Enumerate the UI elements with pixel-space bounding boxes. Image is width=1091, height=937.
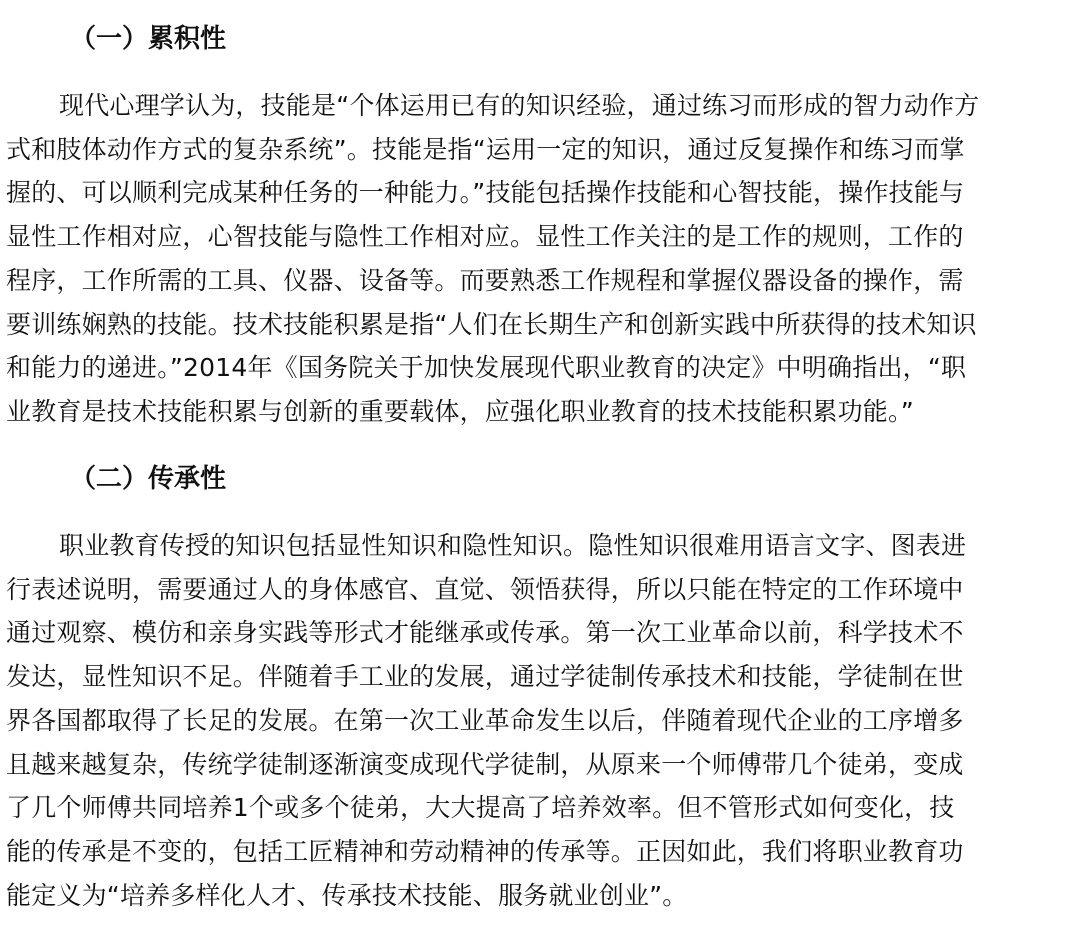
- section-heading-inheritance: （二）传承性: [70, 464, 227, 494]
- paragraph-line: 能定义为“培养多样化人才、传承技术技能、服务就业创业”。: [6, 880, 688, 910]
- paragraph-line: 职业教育传授的知识包括显性知识和隐性知识。隐性知识很难用语言文字、图表进: [59, 531, 967, 560]
- paragraph-line: 通过观察、模仿和亲身实践等形式才能继承或传承。第一次工业革命以前，科学技术不: [6, 618, 964, 648]
- paragraph-line: 界各国都取得了长足的发展。在第一次工业革命发生以后，伴随着现代企业的工序增多: [6, 705, 964, 735]
- paragraph-line: 了几个师傅共同培养1个或多个徒弟，大大提高了培养效率。但不管形式如何变化，技: [6, 793, 955, 823]
- paragraph-line: 现代心理学认为，技能是“个体运用已有的知识经验，通过练习而形成的智力动作方: [59, 91, 980, 120]
- paragraph-line: 且越来越复杂，传统学徒制逐渐演变成现代学徒制，从原来一个师傅带几个徒弟，变成: [6, 749, 964, 779]
- paragraph-accumulation: [6, 84, 1088, 434]
- paragraph-inheritance: [6, 524, 1088, 917]
- paragraph-line: 业教育是技术技能积累与创新的重要载体，应强化职业教育的技术技能积累功能。”: [6, 396, 914, 426]
- paragraph-line: 显性工作相对应，心智技能与隐性工作相对应。显性工作关注的是工作的规则，工作的: [6, 222, 964, 252]
- paragraph-line: 握的、可以顺利完成某种任务的一种能力。”技能包括操作技能和心智技能，操作技能与: [6, 178, 965, 208]
- paragraph-line: 发达，显性知识不足。伴随着手工业的发展，通过学徒制传承技术和技能，学徒制在世: [6, 662, 964, 692]
- paragraph-line: 和能力的递进。”2014年《国务院关于加快发展现代职业教育的决定》中明确指出，“职: [6, 353, 967, 383]
- paragraph-line: 能的传承是不变的，包括工匠精神和劳动精神的传承等。正因如此，我们将职业教育功: [6, 836, 964, 866]
- section-heading-accumulation: （一）累积性: [70, 24, 227, 54]
- paragraph-line: 行表述说明，需要通过人的身体感官、直觉、领悟获得，所以只能在特定的工作环境中: [6, 574, 964, 604]
- paragraph-line: 程序，工作所需的工具、仪器、设备等。而要熟悉工作规程和掌握仪器设备的操作，需: [6, 265, 964, 295]
- paragraph-line: 要训练娴熟的技能。技术技能积累是指“人们在长期生产和创新实践中所获得的技术知识: [6, 309, 977, 339]
- paragraph-line: 式和肢体动作方式的复杂系统”。技能是指“运用一定的知识，通过反复操作和练习而掌: [6, 134, 965, 164]
